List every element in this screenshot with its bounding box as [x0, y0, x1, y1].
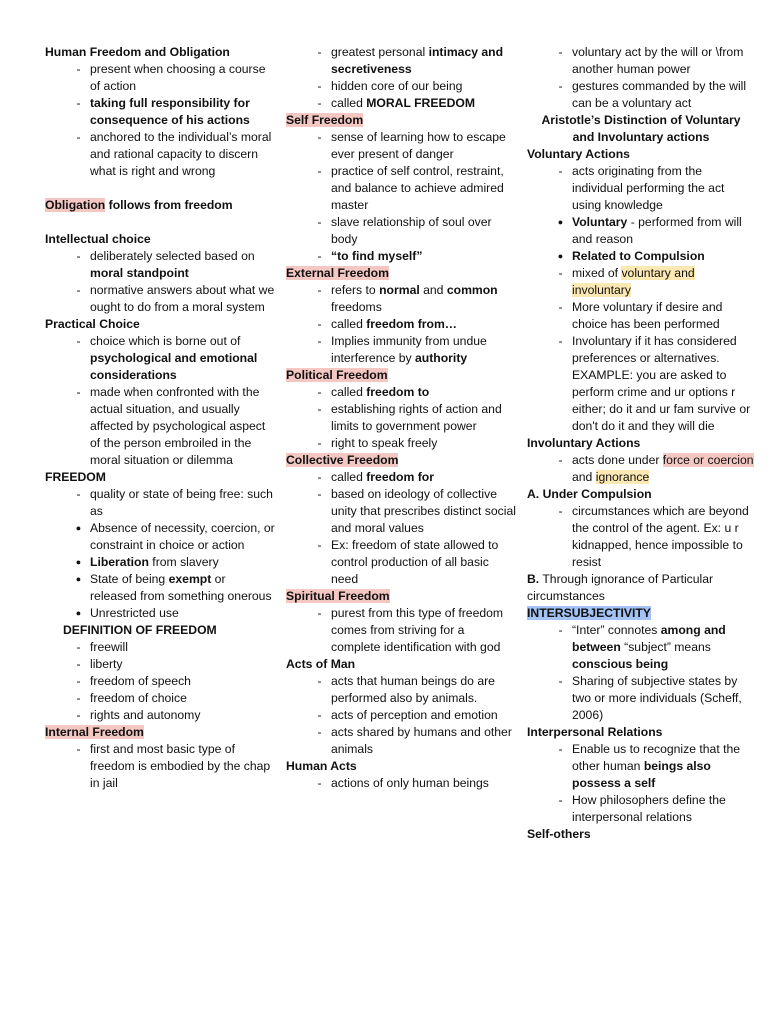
heading-self-freedom: [286, 112, 516, 129]
list-item: [286, 163, 516, 214]
text: called: [331, 96, 367, 110]
text: Sharing of subjective states by two or more individuals (Scheff, 2006): [572, 674, 742, 722]
list-item: [286, 129, 516, 163]
text: -: [558, 79, 563, 93]
text: acts that human beings do are performed also by animals.: [331, 674, 495, 705]
text: Intellectual choice: [45, 232, 151, 246]
text: taking full responsibility for consequence of his actions: [90, 96, 250, 127]
bullet-dot-icon: ●: [75, 574, 82, 584]
text: -: [76, 708, 81, 722]
text: -: [76, 62, 81, 76]
text: liberty: [90, 657, 123, 671]
bullet-dot-icon: ●: [557, 251, 564, 261]
text: “Inter” connotes: [572, 623, 661, 637]
text: right to speak freely: [331, 436, 438, 450]
text: actions of only human beings: [331, 776, 489, 790]
list-item: [45, 707, 275, 724]
text: ignorance: [595, 470, 650, 484]
list-item: [286, 724, 516, 758]
text: -: [317, 708, 322, 722]
column-2: [286, 44, 516, 792]
text: -: [558, 742, 563, 756]
heading-political-freedom: [286, 367, 516, 384]
text: Collective Freedom: [286, 453, 399, 467]
list-item: [527, 673, 755, 724]
text: made when confronted with the actual situation, and usually affected by psychological aspect of the person embroiled in the moral situation or dilemma: [90, 385, 266, 467]
heading-definition-of-freedom: [45, 622, 275, 639]
text: intimacy and secretiveness: [331, 45, 504, 76]
text: External Freedom: [286, 266, 389, 280]
text: -: [558, 334, 563, 348]
bullet-dot-icon: ●: [75, 523, 82, 533]
text: or released from something onerous: [90, 572, 272, 603]
text: -: [558, 45, 563, 59]
text: -: [317, 436, 322, 450]
text: More voluntary if desire and choice has been performed: [572, 300, 723, 331]
text: -: [317, 45, 322, 59]
text: freedom to: [366, 385, 430, 399]
text: -: [317, 215, 322, 229]
list-item: [286, 78, 516, 95]
text: -: [76, 283, 81, 297]
text: INTERSUBJECTIVITY: [527, 606, 651, 620]
text: Voluntary: [572, 215, 628, 229]
text: called: [331, 470, 367, 484]
list-item: [45, 129, 275, 180]
text: - performed from will and reason: [572, 215, 742, 246]
text: greatest personal: [331, 45, 429, 59]
heading-freedom: [45, 469, 275, 486]
text: -: [76, 385, 81, 399]
text: present when choosing a course of action: [90, 62, 266, 93]
text: A. Under Compulsion: [527, 487, 652, 501]
text: based on ideology of collective unity that prescribes distinct social and moral values: [331, 487, 516, 535]
text: B.: [527, 572, 540, 586]
heading-human-freedom: [45, 44, 275, 61]
list-item: [527, 248, 755, 265]
list-item: [286, 316, 516, 333]
text: hidden core of our being: [331, 79, 463, 93]
list-item: [527, 452, 755, 486]
text: -: [317, 283, 322, 297]
text: Practical Choice: [45, 317, 140, 331]
text: -: [76, 691, 81, 705]
text: follows from freedom: [105, 198, 233, 212]
text: mixed of: [572, 266, 622, 280]
text: -: [317, 79, 322, 93]
list-item: [286, 95, 516, 112]
list-item: [286, 775, 516, 792]
text: -: [76, 657, 81, 671]
text: -: [76, 674, 81, 688]
text: circumstances which are beyond the control of the agent. Ex: u r kidnapped, hence impossible to resist: [572, 504, 749, 569]
text: freedom of speech: [90, 674, 191, 688]
text: -: [317, 725, 322, 739]
text: practice of self control, restraint, and balance to achieve admired master: [331, 164, 504, 212]
text: -: [76, 96, 81, 110]
text: purest from this type of freedom comes from striving for a complete identification with god: [331, 606, 504, 654]
text: -: [317, 249, 322, 263]
heading-interpersonal-relations: [527, 724, 755, 741]
list-item: [45, 520, 275, 554]
heading-collective-freedom: [286, 452, 516, 469]
list-item: [527, 44, 755, 78]
text: Political Freedom: [286, 368, 388, 382]
column-3: [527, 44, 755, 843]
list-item: [45, 486, 275, 520]
text: force or coercion: [662, 453, 754, 467]
text: Human Freedom and Obligation: [45, 45, 230, 59]
text: first and most basic type of freedom is embodied by the chap in jail: [90, 742, 271, 790]
heading-acts-of-man: [286, 656, 516, 673]
text: voluntary act by the will or \from another human power: [572, 45, 744, 76]
list-item: [527, 333, 755, 435]
text: Self-others: [527, 827, 591, 841]
column-1: [45, 44, 275, 792]
text: freedom of choice: [90, 691, 187, 705]
text: -: [317, 334, 322, 348]
text: -: [317, 96, 322, 110]
list-item: [527, 265, 755, 299]
text: acts of perception and emotion: [331, 708, 498, 722]
text: gestures commanded by the will can be a voluntary act: [572, 79, 747, 110]
list-item: [45, 61, 275, 95]
text: -: [317, 317, 322, 331]
text: -: [317, 538, 322, 552]
heading-voluntary-actions: [527, 146, 755, 163]
text: choice which is borne out of: [90, 334, 241, 348]
text: authority: [415, 351, 468, 365]
list-item: [286, 384, 516, 401]
heading-spiritual-freedom: [286, 588, 516, 605]
text: slave relationship of soul over body: [331, 215, 492, 246]
list-item: [286, 401, 516, 435]
text: Enable us to recognize that the other human: [572, 742, 741, 773]
text: Absence of necessity, coercion, or constraint in choice or action: [90, 521, 275, 552]
heading-under-compulsion: [527, 486, 755, 503]
text: quality or state of being free: such as: [90, 487, 273, 518]
text: Spiritual Freedom: [286, 589, 390, 603]
text: common: [446, 283, 498, 297]
text: acts shared by humans and other animals: [331, 725, 512, 756]
bullet-dot-icon: ●: [557, 217, 564, 227]
text: MORAL FREEDOM: [366, 96, 476, 110]
text: -: [76, 130, 81, 144]
text: -: [558, 623, 563, 637]
text: Human Acts: [286, 759, 357, 773]
text: How philosophers define the interpersonal relations: [572, 793, 726, 824]
list-item: [45, 690, 275, 707]
list-item: [527, 741, 755, 792]
heading-through-ignorance: [527, 571, 755, 605]
heading-human-acts: [286, 758, 516, 775]
text: Involuntary if it has considered preferences or alternatives.: [572, 334, 737, 365]
heading-aristotle: [527, 112, 755, 146]
text: and: [419, 283, 447, 297]
text: Related to Compulsion: [572, 249, 705, 263]
text: -: [317, 776, 322, 790]
text: Internal Freedom: [45, 725, 144, 739]
text: acts done under: [572, 453, 663, 467]
heading-intellectual-choice: [45, 231, 275, 248]
list-item: [45, 333, 275, 384]
list-item: [45, 656, 275, 673]
text: and: [572, 470, 596, 484]
text: Self Freedom: [286, 113, 364, 127]
text: -: [317, 606, 322, 620]
text: called: [331, 317, 367, 331]
text: -: [317, 402, 322, 416]
text: -: [558, 300, 563, 314]
text: voluntary and involuntary: [572, 266, 695, 297]
text: Interpersonal Relations: [527, 725, 663, 739]
text: -: [558, 504, 563, 518]
text: Unrestricted use: [90, 606, 179, 620]
list-item: [45, 248, 275, 282]
list-item: [45, 639, 275, 656]
list-item: [286, 214, 516, 248]
list-item: [527, 792, 755, 826]
list-item: [286, 605, 516, 656]
list-item: [286, 248, 516, 265]
list-item: [45, 673, 275, 690]
text: -: [76, 640, 81, 654]
text: among and between: [572, 623, 726, 654]
text: “to find myself”: [331, 249, 423, 263]
text: anchored to the individual’s moral and rational capacity to discern what is right and wrong: [90, 130, 272, 178]
text: -: [317, 130, 322, 144]
text: conscious being: [572, 657, 669, 671]
text: -: [558, 793, 563, 807]
text: psychological and emotional considerations: [90, 351, 258, 382]
text: refers to: [331, 283, 380, 297]
list-item: [286, 469, 516, 486]
text: normative answers about what we ought to do from a moral system: [90, 283, 275, 314]
list-item: [527, 78, 755, 112]
text: freedom for: [366, 470, 434, 484]
text: Through ignorance of Particular circumstances: [527, 572, 714, 603]
text: Involuntary Actions: [527, 436, 641, 450]
list-item: [286, 282, 516, 316]
text: -: [558, 674, 563, 688]
list-item: [286, 673, 516, 707]
text: exempt: [168, 572, 212, 586]
list-item: [527, 163, 755, 214]
text: -: [76, 487, 81, 501]
list-item: [45, 554, 275, 571]
text: rights and autonomy: [90, 708, 201, 722]
list-item: [286, 44, 516, 78]
text: beings also possess a self: [572, 759, 711, 790]
text: establishing rights of action and limits to government power: [331, 402, 502, 433]
text: -: [317, 164, 322, 178]
text: Liberation: [90, 555, 149, 569]
bullet-dot-icon: ●: [75, 557, 82, 567]
text: -: [558, 453, 563, 467]
text: -: [317, 470, 322, 484]
text: -: [558, 266, 563, 280]
list-item: [286, 333, 516, 367]
text: moral standpoint: [90, 266, 189, 280]
text: Acts of Man: [286, 657, 356, 671]
obligation-line: [45, 197, 275, 214]
text: -: [317, 674, 322, 688]
list-item: [45, 95, 275, 129]
list-item: [286, 537, 516, 588]
text: normal: [379, 283, 420, 297]
text: freedom from…: [366, 317, 457, 331]
text: Ex: freedom of state allowed to control production of all basic need: [331, 538, 499, 586]
text: Voluntary Actions: [527, 147, 630, 161]
heading-external-freedom: [286, 265, 516, 282]
heading-internal-freedom: [45, 724, 275, 741]
text: -: [76, 742, 81, 756]
text: EXAMPLE: you are asked to perform crime and ur options r either; do it and ur fam survive or don't do it and they will die: [572, 368, 751, 433]
text: sense of learning how to escape ever present of danger: [331, 130, 506, 161]
obligation-highlight: Obligation: [45, 198, 106, 212]
heading-intersubjectivity: [527, 605, 755, 622]
list-item: [45, 384, 275, 469]
list-item: [286, 486, 516, 537]
list-item: [45, 605, 275, 622]
text: -: [317, 385, 322, 399]
text: freedoms: [331, 300, 382, 314]
list-item: [286, 435, 516, 452]
list-item: [45, 571, 275, 605]
text: DEFINITION OF FREEDOM: [63, 623, 217, 637]
text: acts originating from the individual performing the act using knowledge: [572, 164, 725, 212]
heading-involuntary-actions: [527, 435, 755, 452]
list-item: [527, 622, 755, 673]
list-item: [45, 741, 275, 792]
text: deliberately selected based on: [90, 249, 255, 263]
list-item: [527, 299, 755, 333]
list-item: [286, 707, 516, 724]
text: FREEDOM: [45, 470, 106, 484]
text: -: [76, 334, 81, 348]
text: -: [317, 487, 322, 501]
text: freewill: [90, 640, 128, 654]
heading-practical-choice: [45, 316, 275, 333]
list-item: [527, 214, 755, 248]
text: State of being: [90, 572, 169, 586]
text: -: [76, 249, 81, 263]
text: called: [331, 385, 367, 399]
text: Aristotle’s Distinction of Voluntary and Involuntary actions: [541, 113, 741, 144]
text: “subject” means: [620, 640, 711, 654]
bullet-dot-icon: ●: [75, 608, 82, 618]
text: -: [558, 164, 563, 178]
text: from slavery: [148, 555, 219, 569]
heading-self-others: [527, 826, 755, 843]
list-item: [45, 282, 275, 316]
text: Implies immunity from undue interference by: [331, 334, 487, 365]
list-item: [527, 503, 755, 571]
